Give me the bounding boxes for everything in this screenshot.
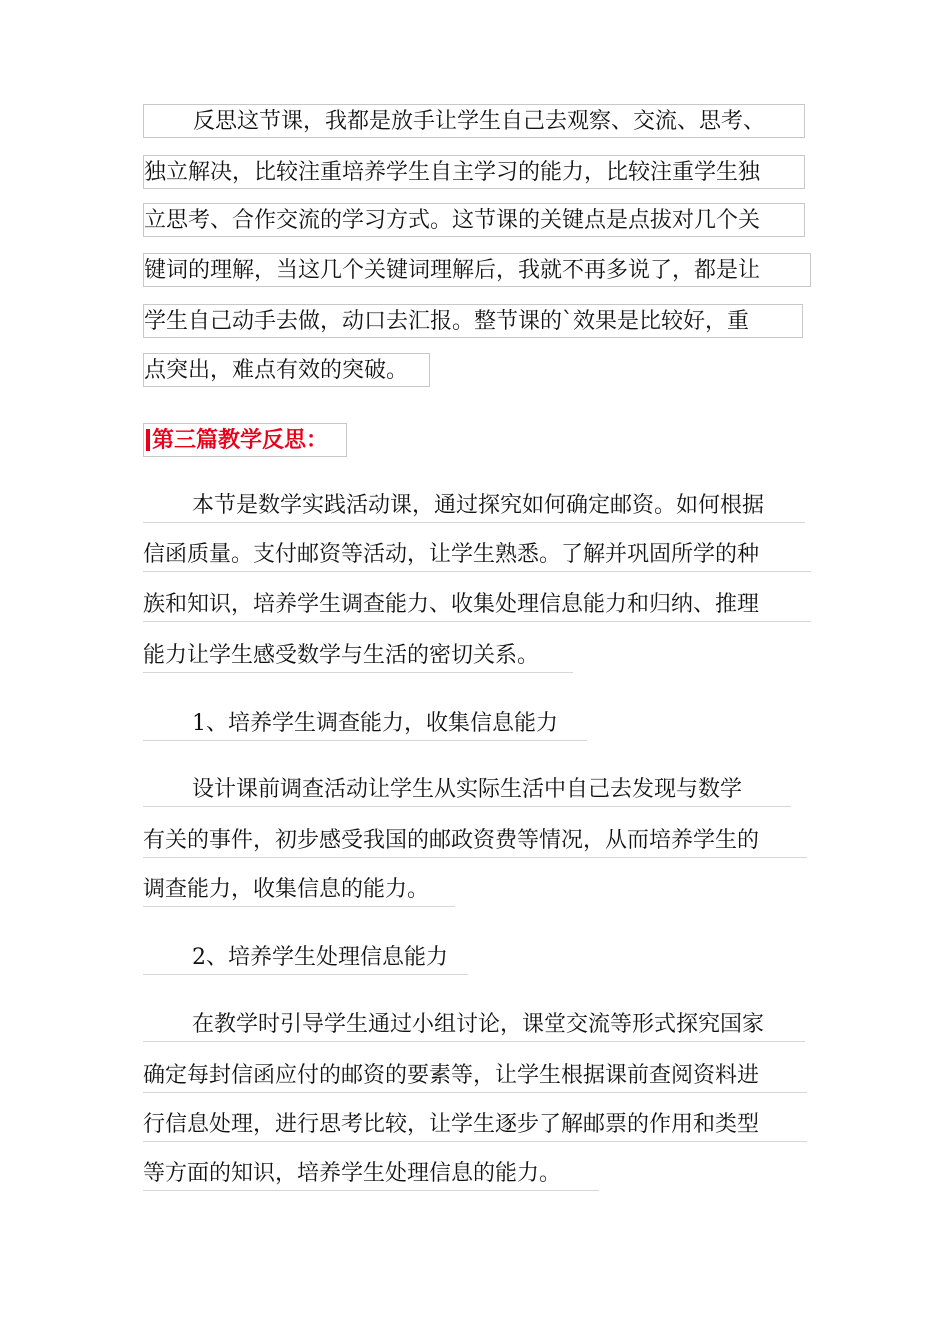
paragraph-1-line-5: 学生自己动手去做，动口去汇报。整节课的`效果是比较好，重 [143,304,803,338]
paragraph-3-line-1: 设计课前调查活动让学生从实际生活中自己去发现与数学 [143,773,791,807]
paragraph-2-line-3: 族和知识，培养学生调查能力、收集处理信息能力和归纳、推理 [143,588,811,622]
paragraph-2-line-1: 本节是数学实践活动课，通过探究如何确定邮资。如何根据 [143,489,805,523]
paragraph-4-line-2: 确定每封信函应付的邮资的要素等，让学生根据课前查阅资料进 [143,1059,807,1093]
paragraph-2-line-2: 信函质量。支付邮资等活动，让学生熟悉。了解并巩固所学的种 [143,538,811,572]
paragraph-1-line-2: 独立解决，比较注重培养学生自主学习的能力，比较注重学生独 [143,155,805,189]
paragraph-2-line-4: 能力让学生感受数学与生活的密切关系。 [143,639,573,673]
paragraph-3-line-2: 有关的事件，初步感受我国的邮政资费等情况，从而培养学生的 [143,824,807,858]
paragraph-1-line-1: 反思这节课，我都是放手让学生自己去观察、交流、思考、 [143,104,805,138]
point-2-title: 2、培养学生处理信息能力 [143,941,468,975]
paragraph-1-line-6: 点突出，难点有效的突破。 [143,353,430,387]
heading-marker [146,429,150,451]
section-heading [143,423,347,457]
paragraph-1-line-4: 键词的理解，当这几个关键词理解后，我就不再多说了，都是让 [143,253,811,287]
paragraph-4-line-3: 行信息处理，进行思考比较，让学生逐步了解邮票的作用和类型 [143,1108,807,1142]
paragraph-1-line-3: 立思考、合作交流的学习方式。这节课的关键点是点拔对几个关 [143,203,805,237]
section-heading-text: 第三篇教学反思： [152,428,329,453]
point-1-title: 1、培养学生调查能力，收集信息能力 [143,707,587,741]
paragraph-4-line-1: 在教学时引导学生通过小组讨论，课堂交流等形式探究国家 [143,1008,805,1042]
paragraph-3-line-3: 调查能力，收集信息的能力。 [143,873,455,907]
paragraph-4-line-4: 等方面的知识，培养学生处理信息的能力。 [143,1157,599,1191]
